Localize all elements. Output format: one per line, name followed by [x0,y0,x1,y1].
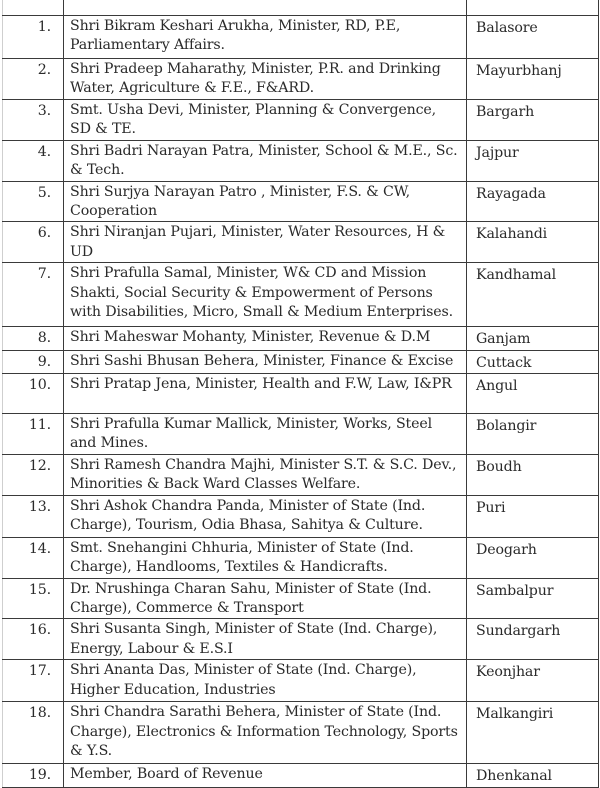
minister-district-table [2,0,599,788]
district-cell: Cuttack [467,350,599,373]
minister-name-portfolio-cell: Shri Pratap Jena, Minister, Health and F.W, Law, I&PR [64,374,467,414]
serial-number-cell: 12. [3,454,64,495]
table-row-4 [3,140,599,181]
serial-number-cell: 18. [3,702,64,764]
district-cell: Bolangir [467,414,599,455]
serial-number-cell: 5. [3,181,64,222]
header-cell-name [64,0,467,16]
minister-name-portfolio-cell: Shri Sashi Bhusan Behera, Minister, Finance & Excise [64,350,467,373]
table-row-3 [3,100,599,141]
serial-number-cell: 15. [3,578,64,619]
table-row-11 [3,414,599,455]
district-cell: Malkangiri [467,702,599,764]
district-cell: Sambalpur [467,578,599,619]
minister-name-portfolio-cell: Shri Surjya Narayan Patro , Minister, F.S. & CW, Cooperation [64,181,467,222]
district-cell: Angul [467,374,599,414]
serial-number-cell: 9. [3,350,64,373]
district-cell: Jajpur [467,140,599,181]
minister-name-portfolio-cell: Member, Board of Revenue [64,764,467,787]
serial-number-cell: 6. [3,222,64,263]
table-row-2 [3,59,599,100]
serial-number-cell: 10. [3,374,64,414]
table-row-1 [3,16,599,59]
serial-number-cell: 16. [3,619,64,660]
table-row-5 [3,181,599,222]
table-row-19 [3,764,599,787]
district-cell: Kandhamal [467,263,599,327]
header-cell-no [3,0,64,16]
minister-name-portfolio-cell: Shri Ashok Chandra Panda, Minister of State (Ind. Charge), Tourism, Odia Bhasa, Sahitya & Culture. [64,495,467,537]
minister-name-portfolio-cell: Shri Badri Narayan Patra, Minister, School & M.E., Sc. & Tech. [64,140,467,181]
district-cell: Ganjam [467,327,599,350]
serial-number-cell: 13. [3,495,64,537]
district-cell: Boudh [467,454,599,495]
district-cell: Bargarh [467,100,599,141]
serial-number-cell: 19. [3,764,64,787]
minister-name-portfolio-cell: Smt. Snehangini Chhuria, Minister of State (Ind. Charge), Handlooms, Textiles & Handicrafts. [64,537,467,578]
table-row-17 [3,660,599,702]
district-cell: Balasore [467,16,599,59]
table-row-6 [3,222,599,263]
table-row-12 [3,454,599,495]
table-row-18 [3,702,599,764]
minister-name-portfolio-cell: Smt. Usha Devi, Minister, Planning & Convergence, SD & TE. [64,100,467,141]
serial-number-cell: 1. [3,16,64,59]
serial-number-cell: 8. [3,327,64,350]
table-row-15 [3,578,599,619]
table-row-13 [3,495,599,537]
district-cell: Rayagada [467,181,599,222]
minister-name-portfolio-cell: Shri Ramesh Chandra Majhi, Minister S.T. & S.C. Dev., Minorities & Back Ward Classes Welfare. [64,454,467,495]
serial-number-cell: 4. [3,140,64,181]
table-row-8 [3,327,599,350]
serial-number-cell: 14. [3,537,64,578]
table-row-7 [3,263,599,327]
minister-name-portfolio-cell: Shri Niranjan Pujari, Minister, Water Resources, H & UD [64,222,467,263]
minister-name-portfolio-cell: Shri Chandra Sarathi Behera, Minister of State (Ind. Charge), Electronics & Information Technology, Sports & Y.S. [64,702,467,764]
district-cell: Sundargarh [467,619,599,660]
minister-name-portfolio-cell: Shri Ananta Das, Minister of State (Ind. Charge), Higher Education, Industries [64,660,467,702]
district-cell: Puri [467,495,599,537]
district-cell: Dhenkanal [467,764,599,787]
minister-name-portfolio-cell: Shri Pradeep Maharathy, Minister, P.R. and Drinking Water, Agriculture & F.E., F&ARD. [64,59,467,100]
minister-name-portfolio-cell: Shri Susanta Singh, Minister of State (Ind. Charge), Energy, Labour & E.S.I [64,619,467,660]
serial-number-cell: 3. [3,100,64,141]
table-header-row-cropped [3,0,599,16]
table-row-16 [3,619,599,660]
serial-number-cell: 7. [3,263,64,327]
minister-name-portfolio-cell: Shri Prafulla Samal, Minister, W& CD and Mission Shakti, Social Security & Empowerment of Persons with Disabilities, Micro, Small & Medium Enterprises. [64,263,467,327]
header-cell-district [467,0,599,16]
minister-name-portfolio-cell: Shri Prafulla Kumar Mallick, Minister, Works, Steel and Mines. [64,414,467,455]
district-cell: Kalahandi [467,222,599,263]
district-cell: Keonjhar [467,660,599,702]
serial-number-cell: 11. [3,414,64,455]
district-cell: Mayurbhanj [467,59,599,100]
table-row-9 [3,350,599,373]
district-cell: Deogarh [467,537,599,578]
minister-name-portfolio-cell: Shri Bikram Keshari Arukha, Minister, RD, P.E, Parliamentary Affairs. [64,16,467,59]
table-row-14 [3,537,599,578]
serial-number-cell: 17. [3,660,64,702]
table-row-10 [3,374,599,414]
minister-name-portfolio-cell: Dr. Nrushinga Charan Sahu, Minister of State (Ind. Charge), Commerce & Transport [64,578,467,619]
minister-name-portfolio-cell: Shri Maheswar Mohanty, Minister, Revenue & D.M [64,327,467,350]
serial-number-cell: 2. [3,59,64,100]
